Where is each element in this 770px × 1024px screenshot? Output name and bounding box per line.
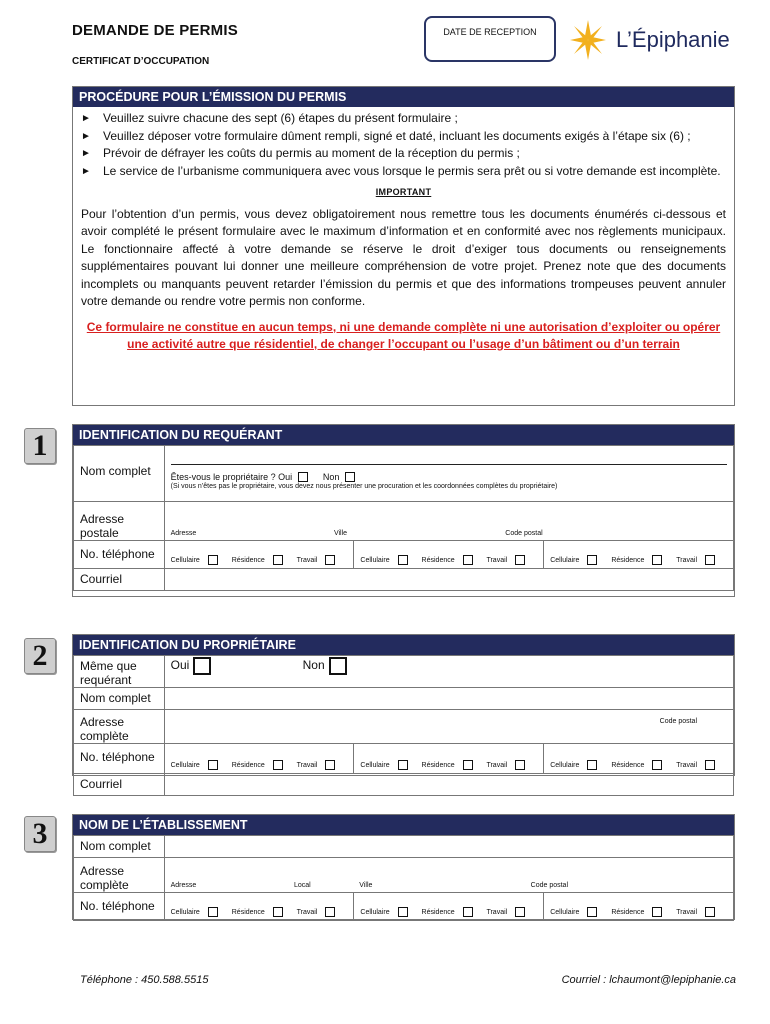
courriel-label: Courriel	[74, 569, 165, 591]
cellulaire-label: Cellulaire	[170, 761, 200, 769]
step-number-2: 2	[24, 638, 56, 674]
sun-logo-icon	[568, 18, 608, 62]
page-subtitle: CERTIFICAT D’OCCUPATION	[72, 56, 210, 67]
telephone-field-3[interactable]	[544, 541, 734, 569]
list-item: ► Le service de l’urbanisme communiquera avec vous lorsque le permis sera prêt ou si votre demande est incomplète.	[81, 163, 726, 181]
cellulaire-label: Cellulaire	[550, 761, 580, 769]
date-reception-box[interactable]	[424, 16, 556, 62]
travail-label: Travail	[676, 761, 697, 769]
proprietaire-non-label: Non	[322, 472, 340, 482]
procuration-note: (Si vous n’êtes pas le propriétaire, vous devez nous présenter une procuration et les coordonnées complètes du propriétaire)	[170, 483, 558, 490]
cellulaire-label: Cellulaire	[360, 908, 390, 916]
residence-label: Résidence	[421, 908, 455, 916]
residence-checkbox[interactable]	[652, 760, 662, 770]
cellulaire-label: Cellulaire	[360, 556, 390, 564]
telephone-field-3[interactable]	[544, 893, 734, 921]
cellulaire-label: Cellulaire	[550, 908, 580, 916]
travail-label: Travail	[676, 556, 697, 564]
travail-checkbox[interactable]	[325, 907, 335, 917]
travail-label: Travail	[296, 908, 318, 916]
telephone-field-1[interactable]	[164, 541, 354, 569]
residence-checkbox[interactable]	[463, 760, 473, 770]
cellulaire-checkbox[interactable]	[208, 907, 218, 917]
courriel-field[interactable]	[164, 569, 733, 591]
nom-complet-label: Nom complet	[74, 446, 165, 502]
travail-label: Travail	[486, 761, 508, 769]
section2-heading: IDENTIFICATION DU PROPRIÉTAIRE	[73, 635, 734, 655]
meme-oui-checkbox[interactable]	[193, 657, 211, 675]
telephone-field-2[interactable]	[354, 744, 544, 774]
travail-label: Travail	[486, 556, 508, 564]
proprietaire-question: Êtes-vous le propriétaire ? Oui	[170, 472, 293, 482]
cellulaire-checkbox[interactable]	[398, 760, 408, 770]
list-item: ► Prévoir de défrayer les coûts du permis au moment de la réception du permis ;	[81, 145, 726, 163]
cellulaire-label: Cellulaire	[170, 908, 200, 916]
residence-checkbox[interactable]	[463, 907, 473, 917]
adresse-complete-field[interactable]	[164, 858, 733, 893]
adresse-complete-label: Adresse complète	[74, 710, 165, 744]
telephone-field-1[interactable]	[164, 744, 354, 774]
residence-checkbox[interactable]	[652, 555, 662, 565]
logo-text: L’Épiphanie	[616, 27, 730, 52]
adresse-postale-label: Adresse postale	[74, 502, 165, 541]
cellulaire-label: Cellulaire	[170, 556, 200, 564]
residence-label: Résidence	[231, 761, 265, 769]
step-number-1: 1	[24, 428, 56, 464]
residence-label: Résidence	[231, 556, 265, 564]
list-item: ► Veuillez suivre chacune des sept (6) étapes du présent formulaire ;	[81, 110, 726, 128]
nom-complet-field[interactable]	[164, 688, 733, 710]
adresse-complete-field[interactable]	[164, 710, 733, 744]
procedure-heading: PROCÉDURE POUR L’ÉMISSION DU PERMIS	[73, 87, 734, 107]
ville-sublabel: Ville	[359, 882, 373, 889]
code-postal-sublabel: Code postal	[659, 718, 697, 725]
telephone-field-1[interactable]	[164, 893, 354, 921]
page-title: DEMANDE DE PERMIS	[72, 22, 238, 39]
travail-label: Travail	[676, 908, 697, 916]
list-item: ► Veuillez déposer votre formulaire dûment rempli, signé et daté, incluant les documents exigés à l’étape six (6) ;	[81, 128, 726, 146]
travail-checkbox[interactable]	[705, 907, 715, 917]
code-postal-sublabel: Code postal	[530, 882, 568, 889]
section1-heading: IDENTIFICATION DU REQUÉRANT	[73, 425, 734, 445]
warning-text: Ce formulaire ne constitue en aucun temps, ni une demande complète ni une autorisation d’exploiter ou opérer une activité autre que résidentiel, de changer l’occupant ou l’usage d’un bâtiment ou d’un terrain	[86, 319, 721, 351]
meme-requerant-label: Même que requérant	[74, 656, 165, 688]
procedure-panel	[72, 86, 735, 406]
telephone-label: No. téléphone	[74, 744, 165, 774]
footer-telephone: Téléphone : 450.588.5515	[80, 974, 209, 986]
courriel-field[interactable]	[164, 774, 733, 796]
proprietaire-oui-checkbox[interactable]	[298, 472, 308, 482]
travail-checkbox[interactable]	[515, 760, 525, 770]
residence-checkbox[interactable]	[273, 907, 283, 917]
meme-non-label: Non	[302, 658, 325, 673]
cellulaire-checkbox[interactable]	[208, 555, 218, 565]
section3-heading: NOM DE L’ÉTABLISSEMENT	[73, 815, 734, 835]
travail-checkbox[interactable]	[705, 555, 715, 565]
residence-label: Résidence	[611, 761, 645, 769]
telephone-field-2[interactable]	[354, 893, 544, 921]
important-label: IMPORTANT	[375, 187, 432, 197]
proprietaire-non-checkbox[interactable]	[345, 472, 355, 482]
residence-checkbox[interactable]	[463, 555, 473, 565]
municipality-logo	[568, 16, 738, 64]
nom-complet-label: Nom complet	[74, 688, 165, 710]
adresse-postale-field[interactable]	[164, 502, 733, 541]
cellulaire-checkbox[interactable]	[398, 555, 408, 565]
travail-label: Travail	[486, 908, 508, 916]
code-postal-sublabel: Code postal	[505, 530, 543, 537]
step-number-3: 3	[24, 816, 56, 852]
section-requerant	[72, 424, 735, 597]
cellulaire-label: Cellulaire	[550, 556, 580, 564]
adresse-sublabel: Adresse	[170, 882, 197, 889]
nom-complet-field[interactable]	[164, 836, 733, 858]
adresse-complete-label: Adresse complète	[74, 858, 165, 893]
section-etablissement	[72, 814, 735, 920]
ville-sublabel: Ville	[333, 530, 348, 537]
procedure-list	[81, 110, 726, 180]
date-reception-label: DATE DE RECEPTION	[443, 27, 537, 37]
cellulaire-checkbox[interactable]	[587, 760, 597, 770]
footer-courriel: Courriel : lchaumont@lepiphanie.ca	[561, 974, 736, 986]
travail-label: Travail	[296, 761, 318, 769]
residence-checkbox[interactable]	[273, 555, 283, 565]
travail-checkbox[interactable]	[325, 760, 335, 770]
cellulaire-checkbox[interactable]	[587, 555, 597, 565]
travail-checkbox[interactable]	[705, 760, 715, 770]
meme-oui-label: Oui	[170, 658, 190, 673]
residence-label: Résidence	[611, 556, 645, 564]
residence-checkbox[interactable]	[652, 907, 662, 917]
local-sublabel: Local	[293, 882, 311, 889]
residence-label: Résidence	[611, 908, 645, 916]
travail-label: Travail	[296, 556, 318, 564]
telephone-field-2[interactable]	[354, 541, 544, 569]
important-paragraph: Pour l’obtention d’un permis, vous devez obligatoirement nous remettre tous les documents énumérés ci-dessous et avoir complété le présent formulaire avec le maximum d’information et en conformité avec nos règlements municipaux. Le fonctionnaire affecté à votre demande se réserve le droit d’exiger tous documents ou renseignements supplémentaires pouvant lui donner une meilleure compréhension de votre projet. Prenez note que des documents incomplets ou manquants peuvent retarder l’émission du permis et que des informations trompeuses peuvent annuler votre demande ou rendre votre permis non conforme.	[81, 206, 726, 308]
travail-checkbox[interactable]	[515, 555, 525, 565]
telephone-label: No. téléphone	[74, 541, 165, 569]
section-proprietaire	[72, 634, 735, 791]
cellulaire-checkbox[interactable]	[398, 907, 408, 917]
nom-complet-label: Nom complet	[74, 836, 165, 858]
nom-complet-line[interactable]	[171, 460, 727, 465]
residence-label: Résidence	[231, 908, 265, 916]
telephone-label: No. téléphone	[74, 893, 165, 921]
travail-checkbox[interactable]	[515, 907, 525, 917]
cellulaire-checkbox[interactable]	[587, 907, 597, 917]
residence-checkbox[interactable]	[273, 760, 283, 770]
meme-non-checkbox[interactable]	[329, 657, 347, 675]
courriel-label: Courriel	[74, 774, 165, 796]
adresse-sublabel: Adresse	[170, 530, 197, 537]
telephone-field-3[interactable]	[544, 744, 734, 774]
cellulaire-label: Cellulaire	[360, 761, 390, 769]
cellulaire-checkbox[interactable]	[208, 760, 218, 770]
residence-label: Résidence	[421, 761, 455, 769]
travail-checkbox[interactable]	[325, 555, 335, 565]
residence-label: Résidence	[421, 556, 455, 564]
